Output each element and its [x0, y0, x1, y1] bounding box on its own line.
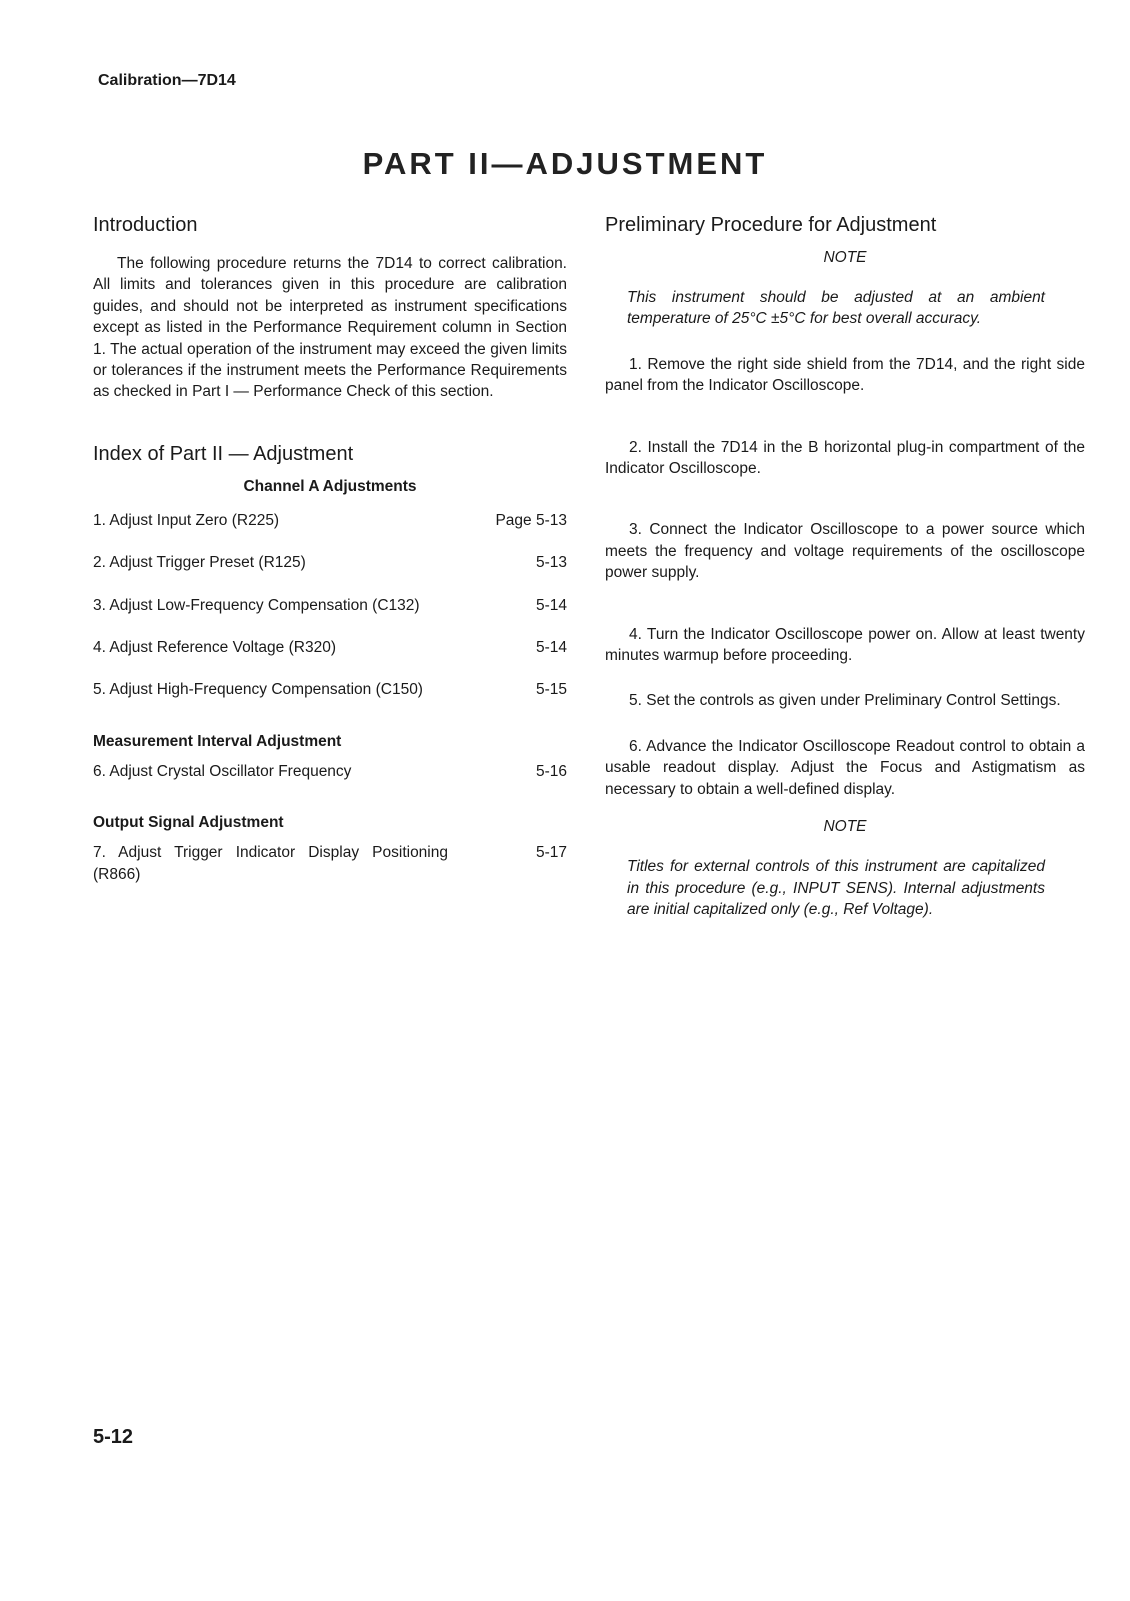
left-column: [93, 214, 567, 906]
index-item-label: 2. Adjust Trigger Preset (R125): [93, 554, 306, 572]
procedure-step: 3. Connect the Indicator Oscilloscope to a power source which meets the frequency and voltage requirements of the oscilloscope power supply.: [605, 521, 1085, 582]
index-group-title: Channel A Adjustments: [243, 477, 417, 495]
index-item: [93, 637, 567, 658]
procedure-step: 1. Remove the right side shield from the 7D14, and the right side panel from the Indicator Oscilloscope.: [605, 355, 1085, 395]
note-label: NOTE: [823, 818, 867, 836]
index-item-page: 5-15: [535, 681, 567, 699]
procedure-step: 4. Turn the Indicator Oscilloscope power on. Allow at least twenty minutes warmup before proceeding.: [605, 625, 1085, 665]
index-item-page: 5-16: [535, 762, 567, 780]
index-item-page: 5-17: [535, 844, 567, 862]
page-title: PART II—ADJUSTMENT: [362, 146, 768, 181]
introduction-text: The following procedure returns the 7D14 to correct calibration. All limits and tolerances given in this procedure are calibration guides, and should not be interpreted as instrument specifications except as listed in the Performance Requirement column in Section 1. The actual operation of the instrument may exceed the given limits or tolerances if the instrument meets the Performance Requirements as checked in Part I — Performance Check of this section.: [93, 255, 567, 401]
procedure-step: 2. Install the 7D14 in the B horizontal plug-in compartment of the Indicator Oscilloscope.: [605, 438, 1085, 478]
index-item-label: 7. Adjust Trigger Indicator Display Positioning (R866): [93, 844, 448, 883]
note-text: This instrument should be adjusted at an ambient temperature of 25°C ±5°C for best overall accuracy.: [627, 289, 1045, 328]
index-item: [93, 595, 567, 616]
running-head: Calibration—7D14: [98, 72, 236, 89]
index-item-label: 5. Adjust High-Frequency Compensation (C150): [93, 681, 423, 699]
introduction-heading: Introduction: [93, 214, 198, 236]
index-item-page: 5-14: [535, 639, 567, 657]
note-label: NOTE: [823, 249, 867, 266]
index-item-page: 5-13: [535, 554, 567, 572]
procedure-step: 6. Advance the Indicator Oscilloscope Readout control to obtain a usable readout display. Adjust the Focus and Astigmatism as necessary to obtain a well-defined display.: [605, 737, 1085, 798]
index-item: [93, 761, 567, 782]
index-item-label: 1. Adjust Input Zero (R225): [93, 511, 280, 529]
index-item-page: Page 5-13: [495, 511, 567, 529]
index-item-label: 3. Adjust Low-Frequency Compensation (C132): [93, 596, 420, 614]
page-number: 5-12: [93, 1426, 134, 1448]
index-item-page: 5-14: [535, 596, 567, 614]
index-group-title: Output Signal Adjustment: [93, 814, 284, 832]
right-column: [605, 214, 1085, 920]
index-item: [93, 679, 567, 700]
index-item: [93, 552, 567, 573]
note-text: Titles for external controls of this instrument are capitalized in this procedure (e.g., INPUT SENS). Internal adjustments are initial capitalized only (e.g., Ref Voltage).: [627, 858, 1045, 918]
preliminary-heading: Preliminary Procedure for Adjustment: [605, 214, 937, 236]
index-item: [93, 842, 567, 885]
index-group-title: Measurement Interval Adjustment: [93, 732, 342, 750]
index-item-label: 4. Adjust Reference Voltage (R320): [93, 639, 336, 657]
procedure-step: 5. Set the controls as given under Preliminary Control Settings.: [629, 692, 1061, 710]
index-item: [93, 510, 567, 531]
index-heading: Index of Part II — Adjustment: [93, 442, 354, 465]
index-item-label: 6. Adjust Crystal Oscillator Frequency: [93, 762, 352, 780]
